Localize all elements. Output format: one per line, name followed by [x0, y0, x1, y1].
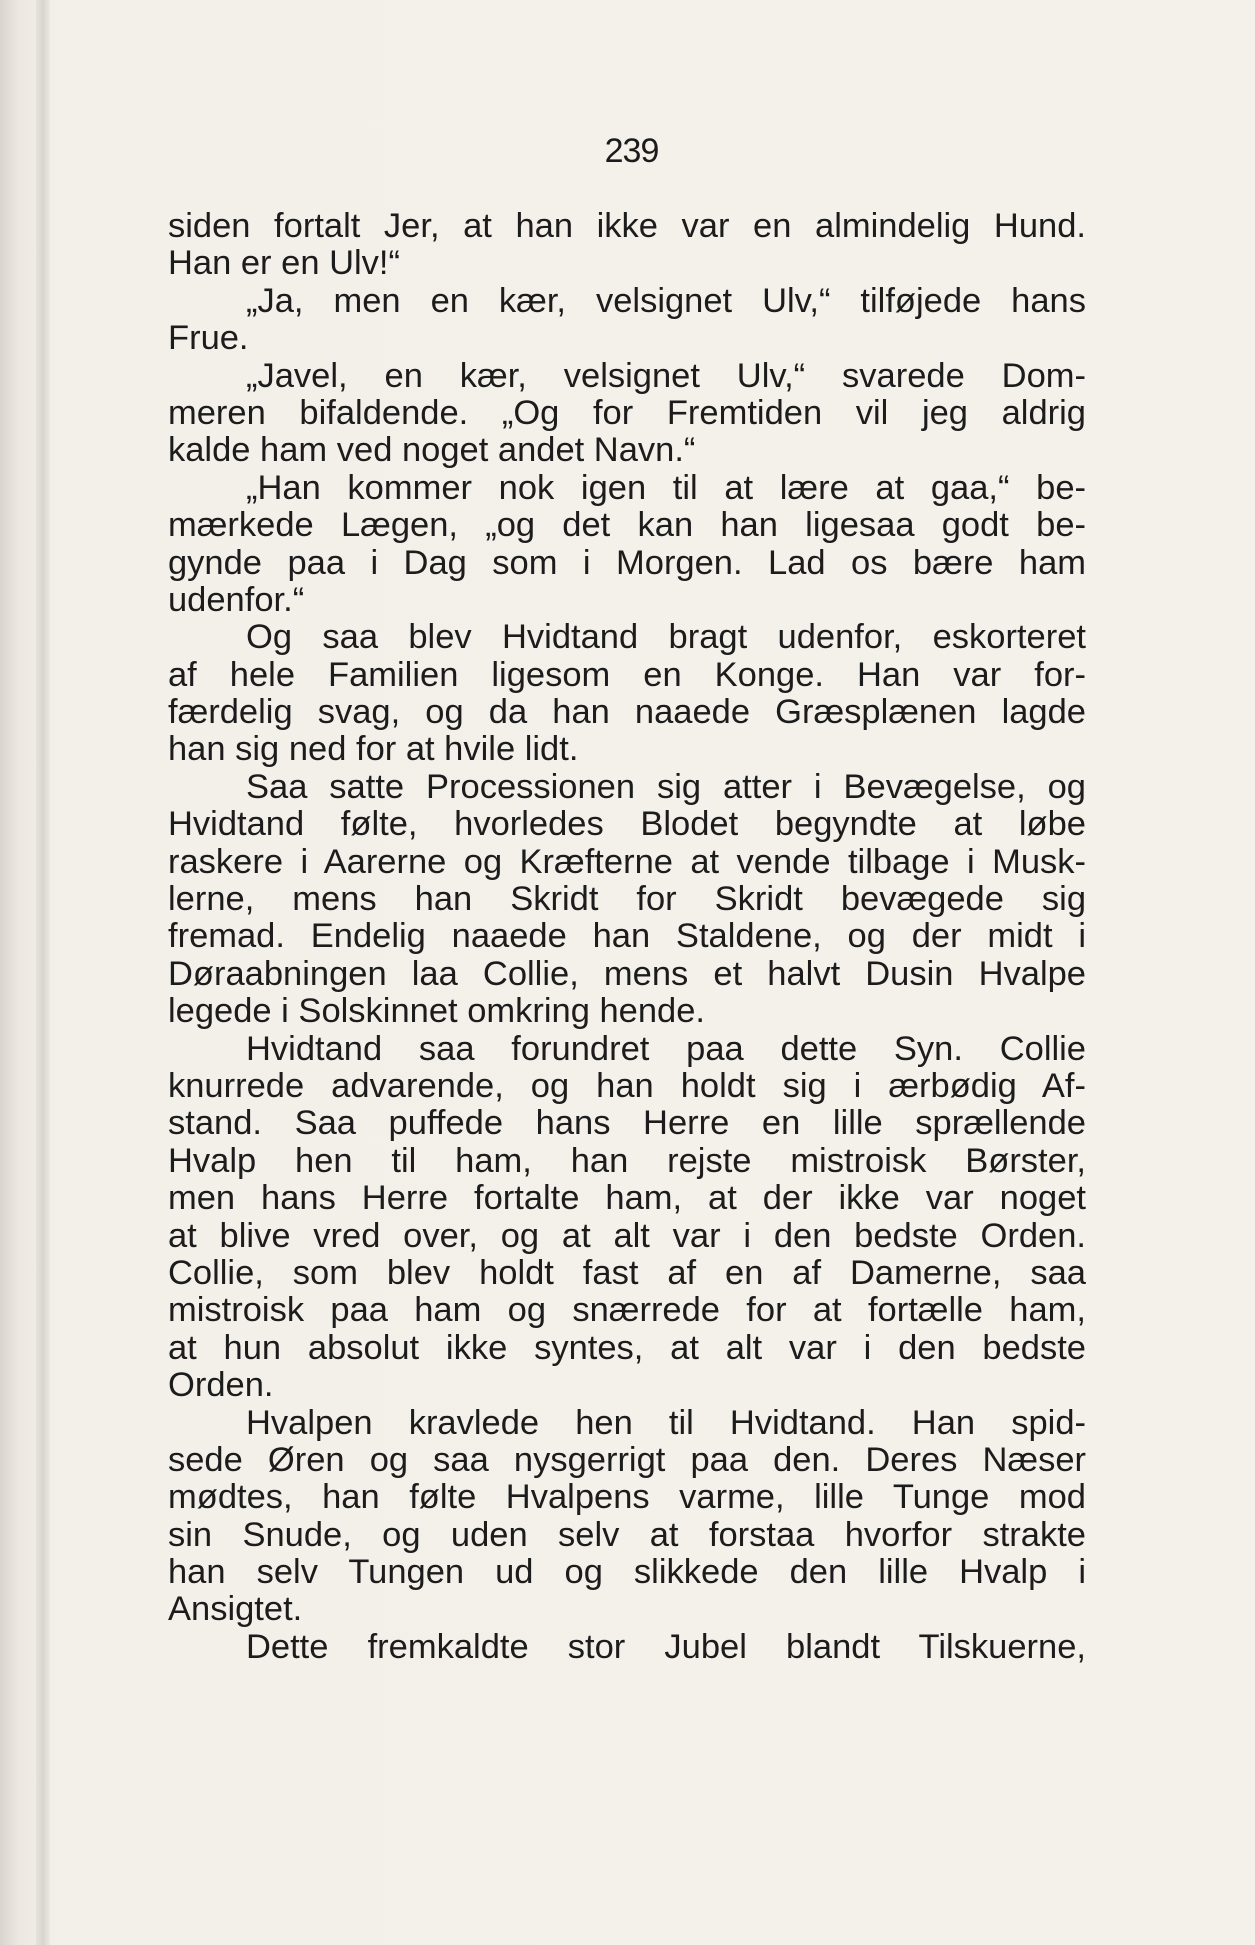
text-line: kalde ham ved noget andet Navn.“ [168, 431, 696, 470]
text-line: Ansigtet. [168, 1590, 303, 1629]
text-line: lerne, mens han Skridt for Skridt bevægede sig [168, 880, 1086, 919]
text-line: Dette fremkaldte stor Jubel blandt Tilskuerne, [246, 1627, 1086, 1666]
text-line: at blive vred over, og at alt var i den bedste Orden. [168, 1216, 1086, 1255]
text-line: Hvidtand saa forundret paa dette Syn. Collie [246, 1029, 1086, 1068]
text-line: mærkede Lægen, „og det kan han ligesaa godt be- [168, 506, 1086, 545]
text-line: Frue. [168, 319, 249, 358]
text-line: siden fortalt Jer, at han ikke var en almindelig Hund. [168, 207, 1086, 245]
text-line: mødtes, han følte Hvalpens varme, lille Tunge mod [168, 1478, 1086, 1517]
text-line: „Han kommer nok igen til at lære at gaa,“ be- [246, 468, 1086, 507]
text-line: han sig ned for at hvile lidt. [168, 730, 579, 769]
text-line: Hvalpen kravlede hen til Hvidtand. Han spid- [246, 1403, 1086, 1442]
text-line: at hun absolut ikke syntes, at alt var i den bedste [168, 1328, 1086, 1367]
text-line: udenfor.“ [168, 580, 305, 619]
text-line: „Ja, men en kær, velsignet Ulv,“ tilføjede hans [246, 281, 1086, 320]
body-text [168, 208, 1086, 1666]
text-line: mistroisk paa ham og snærrede for at fortælle ham, [168, 1291, 1086, 1330]
text-line: men hans Herre fortalte ham, at der ikke var noget [168, 1179, 1086, 1218]
text-line: han selv Tungen ud og slikkede den lille Hvalp i [168, 1553, 1086, 1592]
text-line: „Javel, en kær, velsignet Ulv,“ svarede Dom- [246, 356, 1086, 395]
text-line: Orden. [168, 1366, 274, 1405]
text-line: Og saa blev Hvidtand bragt udenfor, eskorteret [246, 618, 1086, 657]
text-line: meren bifaldende. „Og for Fremtiden vil jeg aldrig [168, 393, 1086, 432]
text-line: Han er en Ulv!“ [168, 244, 400, 283]
page-gutter-shadow [36, 0, 50, 1945]
text-line: Døraabningen laa Collie, mens et halvt Dusin Hvalpe [168, 954, 1086, 993]
text-line: af hele Familien ligesom en Konge. Han var for- [168, 655, 1086, 694]
text-line: Saa satte Processionen sig atter i Bevægelse, og [246, 767, 1086, 806]
text-line: Collie, som blev holdt fast af en af Damerne, saa [168, 1253, 1086, 1292]
text-line: legede i Solskinnet omkring hende. [168, 992, 706, 1031]
page-number: 239 [604, 132, 659, 170]
text-line: sede Øren og saa nysgerrigt paa den. Deres Næser [168, 1440, 1086, 1479]
text-line: færdelig svag, og da han naaede Græsplænen lagde [168, 693, 1086, 732]
text-line: Hvalp hen til ham, han rejste mistroisk Børster, [168, 1141, 1086, 1180]
text-line: raskere i Aarerne og Kræfterne at vende tilbage i Musk- [168, 842, 1086, 881]
text-line: fremad. Endelig naaede han Staldene, og der midt i [168, 917, 1086, 956]
text-line: sin Snude, og uden selv at forstaa hvorfor strakte [168, 1515, 1086, 1554]
text-line: stand. Saa puffede hans Herre en lille sprællende [168, 1104, 1086, 1143]
text-line: knurrede advarende, og han holdt sig i ærbødig Af- [168, 1066, 1086, 1105]
text-line: gynde paa i Dag som i Morgen. Lad os bære ham [168, 543, 1086, 582]
text-line: Hvidtand følte, hvorledes Blodet begyndte at løbe [168, 805, 1086, 844]
